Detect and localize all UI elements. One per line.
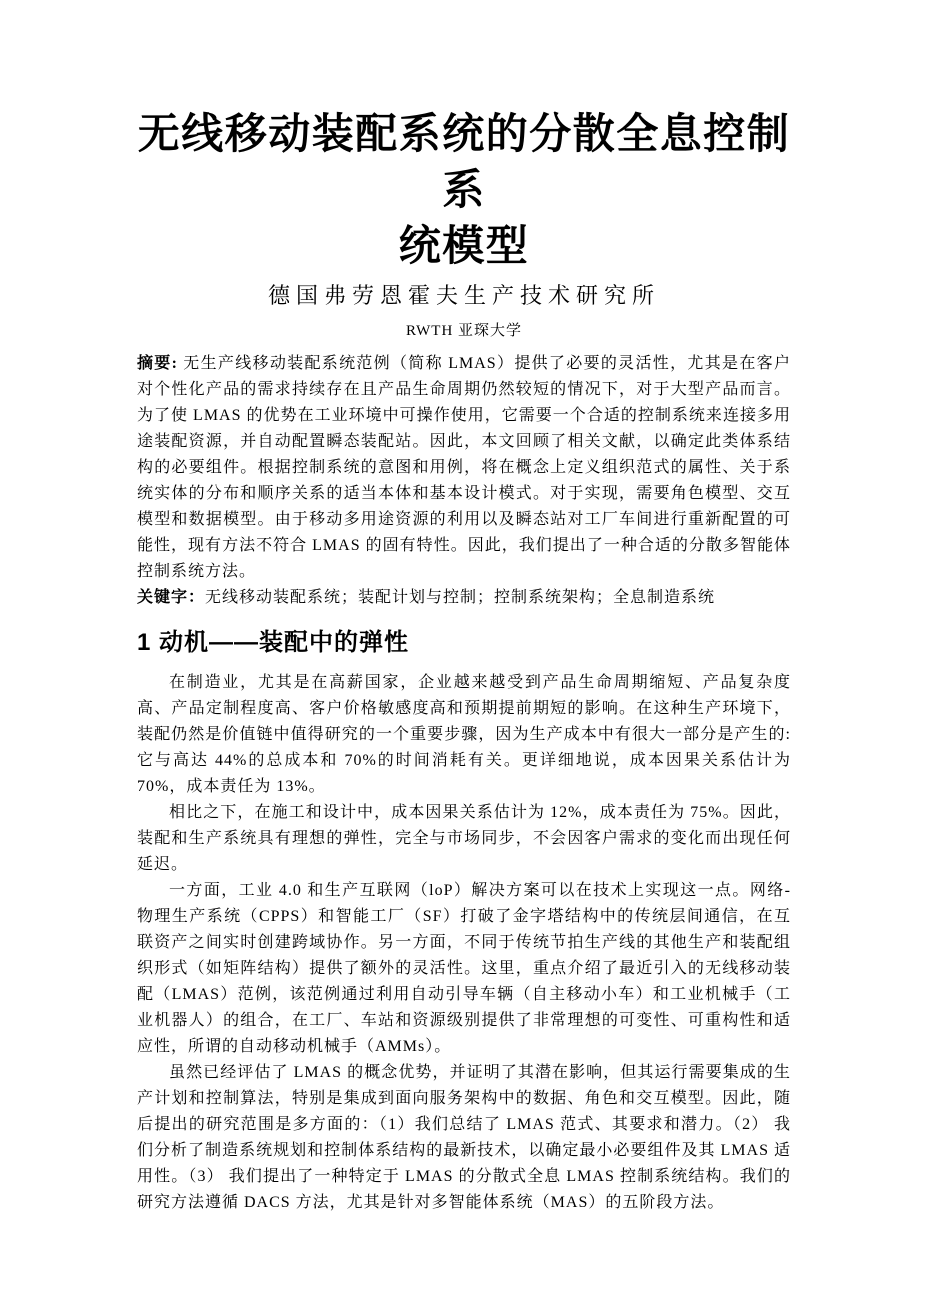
affiliation-primary: 德国弗劳恩霍夫生产技术研究所: [267, 283, 660, 308]
abstract-text: 无生产线移动装配系统范例（简称 LMAS）提供了必要的灵活性，尤其是在客户对个性化产品的需求持续存在且产品生命周期仍然较短的情况下，对于大型产品而言。为了使 LMAS 的优势在工业环境中可操作使用，它需要一个合适的控制系统来连接多用途装配资源，并自动配置瞬态装配站。因此，本文回顾了相关文献，以确定此类体系结构的必要组件。根据控制系统的意图和用例，将在概念上定义组织范式的属性、关于系统实体的分布和顺序关系的适当本体和基本设计模式。对于实现，需要角色模型、交互模型和数据模型。由于移动多用途资源的利用以及瞬态站对工厂车间进行重新配置的可能性，现有方法不符合 LMAS 的固有特性。因此，我们提出了一种合适的分散多智能体控制系统方法。: [137, 355, 791, 580]
abstract-label: 摘要:: [137, 355, 184, 372]
paper-title-line-1: 无线移动装配系统的分散全息控制系: [137, 110, 791, 213]
section-heading-motivation: 1 动机——装配中的弹性: [137, 629, 410, 656]
motivation-paragraph-1: 在制造业，尤其是在高薪国家，企业越来越受到产品生命周期缩短、产品复杂度高、产品定制程度高、客户价格敏感度高和预期提前期短的影响。在这种生产环境下，装配仍然是价值链中值得研究的一个重要步骤，因为生产成本中有很大一部分是产生的:它与高达 44%的总成本和 70%的时间消耗有关。更详细地说，成本因果关系估计为 70%，成本责任为 13%。: [137, 674, 791, 795]
motivation-paragraph-4: 虽然已经评估了 LMAS 的概念优势，并证明了其潜在影响，但其运行需要集成的生产计划和控制算法，特别是集成到面向服务架构中的数据、角色和交互模型。因此，随后提出的研究范围是多方面的：（1）我们总结了 LMAS 范式、其要求和潜力。（2） 我们分析了制造系统规划和控制体系结构的最新技术，以确定最小必要组件及其 LMAS 适用性。（3） 我们提出了一种特定于 LMAS 的分散式全息 LMAS 控制系统结构。我们的研究方法遵循 DACS 方法，尤其是针对多智能体系统（MAS）的五阶段方法。: [137, 1064, 791, 1211]
affiliation-secondary: RWTH 亚琛大学: [405, 323, 523, 339]
keywords-text: 无线移动装配系统；装配计划与控制；控制系统架构；全息制造系统: [205, 589, 716, 606]
motivation-paragraph-3: 一方面，工业 4.0 和生产互联网（loP）解决方案可以在技术上实现这一点。网络-物理生产系统（CPPS）和智能工厂（SF）打破了金字塔结构中的传统层间通信，在互联资产之间实时创建跨域协作。另一方面，不同于传统节拍生产线的其他生产和装配组织形式（如矩阵结构）提供了额外的灵活性。这里，重点介绍了最近引入的无线移动装配（LMAS）范例，该范例通过利用自动引导车辆（自主移动小车）和工业机械手（工业机器人）的组合，在工厂、车站和资源级别提供了非常理想的可变性、可重构性和适应性，所谓的自动移动机械手（AMMs）。: [137, 882, 791, 1055]
keywords-label: 关键字：: [137, 589, 206, 606]
keywords-line: [137, 585, 791, 611]
motivation-paragraph-2: 相比之下，在施工和设计中，成本因果关系估计为 12%，成本责任为 75%。因此，装配和生产系统具有理想的弹性，完全与市场同步，不会因客户需求的变化而出现任何延迟。: [137, 804, 791, 873]
abstract-paragraph: [137, 351, 791, 585]
paper-title-line-2: 统模型: [398, 222, 530, 269]
paper-title: [137, 106, 791, 274]
